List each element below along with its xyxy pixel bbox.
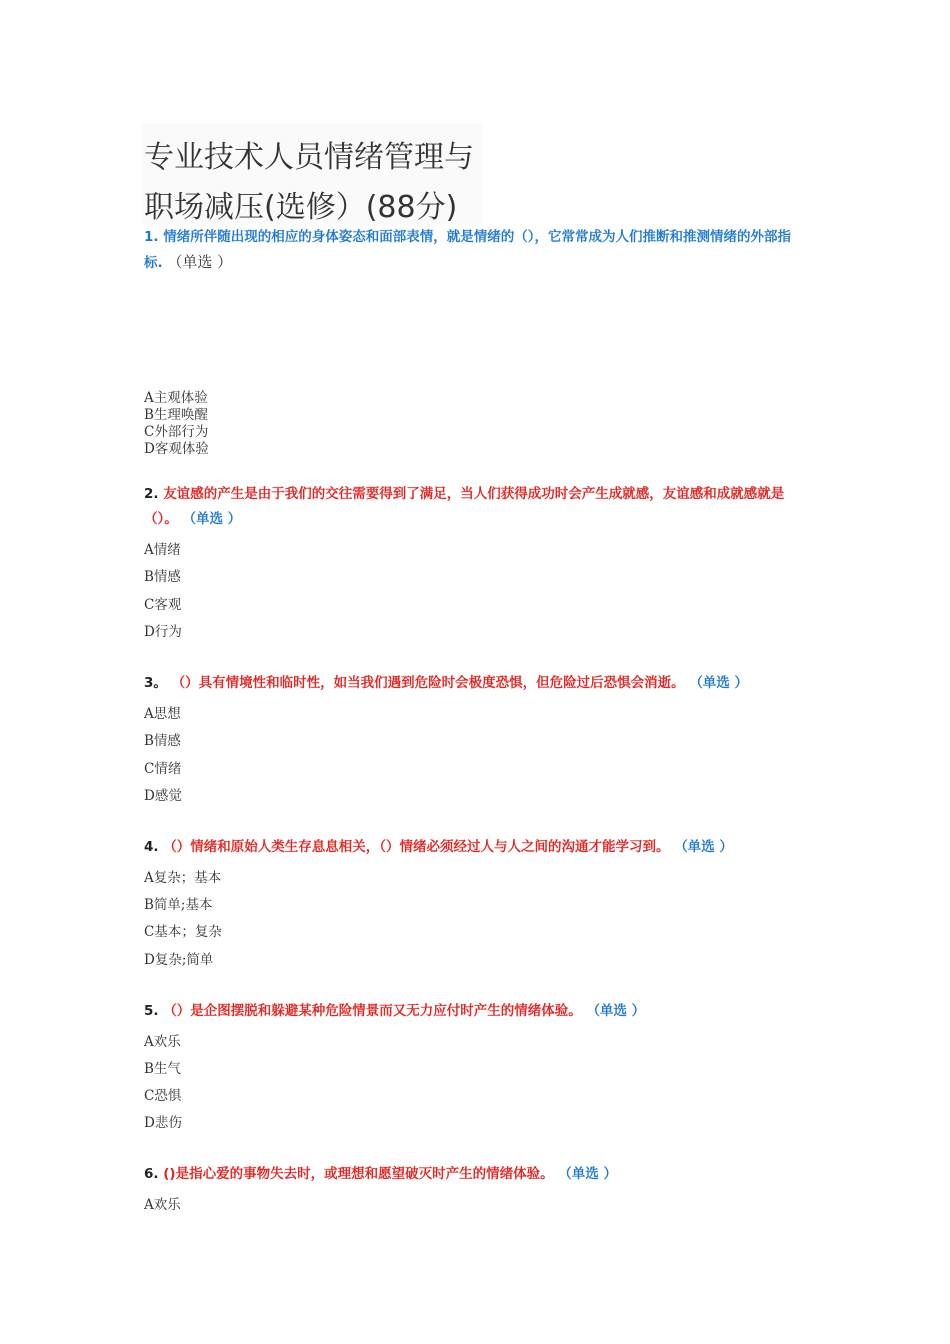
question-text: 友谊感的产生是由于我们的交往需要得到了满足，当人们获得成功时会产生成就感，友谊感和成就感就是（）。 bbox=[144, 486, 785, 527]
option-b[interactable]: B情感 bbox=[144, 569, 181, 585]
question-4 bbox=[144, 835, 809, 860]
option-a[interactable]: A欢乐 bbox=[144, 1034, 181, 1050]
question-number: 1. bbox=[144, 229, 159, 245]
option-d[interactable]: D客观体验 bbox=[144, 441, 209, 457]
question-2 bbox=[144, 482, 809, 532]
option-d[interactable]: D悲伤 bbox=[144, 1115, 182, 1131]
option-a[interactable]: A欢乐 bbox=[144, 1197, 181, 1213]
question-number: 5. bbox=[144, 1003, 159, 1019]
question-number: 6. bbox=[144, 1166, 159, 1182]
option-d[interactable]: D行为 bbox=[144, 624, 182, 640]
option-b[interactable]: B情感 bbox=[144, 733, 181, 749]
question-number: 2. bbox=[144, 486, 159, 502]
option-b[interactable]: B简单;基本 bbox=[144, 897, 213, 913]
question-text: 情绪所伴随出现的相应的身体姿态和面部表情，就是情绪的（），它常常成为人们推断和推测情绪的外部指标. bbox=[144, 229, 791, 271]
question-type-tag: （单选 ） bbox=[167, 253, 233, 271]
option-c[interactable]: C情绪 bbox=[144, 761, 182, 777]
question-1 bbox=[144, 225, 809, 276]
option-c[interactable]: C基本；复杂 bbox=[144, 924, 222, 940]
option-b[interactable]: B生理唤醒 bbox=[144, 407, 208, 423]
option-b[interactable]: B生气 bbox=[144, 1061, 181, 1077]
question-type-tag: （单选 ） bbox=[182, 511, 242, 527]
option-a[interactable]: A情绪 bbox=[144, 542, 181, 558]
option-a[interactable]: A主观体验 bbox=[144, 390, 208, 406]
question-type-tag: （单选 ） bbox=[586, 1003, 646, 1019]
question-type-tag: （单选 ） bbox=[689, 675, 749, 691]
question-type-tag: （单选 ） bbox=[558, 1166, 617, 1182]
option-a[interactable]: A复杂；基本 bbox=[144, 870, 222, 886]
question-type-tag: （单选 ） bbox=[674, 839, 733, 855]
question-text: （）具有情境性和临时性，如当我们遇到危险时会极度恐惧，但危险过后恐惧会消逝。 bbox=[171, 675, 685, 691]
document-title-line-2: 职场减压(选修）(88分) bbox=[144, 190, 458, 225]
document-title-line-1: 专业技术人员情绪管理与 bbox=[144, 140, 474, 175]
option-c[interactable]: C外部行为 bbox=[144, 424, 209, 440]
option-d[interactable]: D复杂;简单 bbox=[144, 952, 214, 968]
question-3 bbox=[144, 671, 809, 696]
question-text: （）情绪和原始人类生存息息相关，（）情绪必须经过人与人之间的沟通才能学习到。 bbox=[163, 839, 670, 855]
option-a[interactable]: A思想 bbox=[144, 706, 181, 722]
question-number: 3。 bbox=[144, 675, 167, 691]
question-number: 4. bbox=[144, 839, 159, 855]
option-c[interactable]: C客观 bbox=[144, 597, 182, 613]
option-c[interactable]: C恐惧 bbox=[144, 1088, 182, 1104]
question-6 bbox=[144, 1162, 809, 1187]
option-d[interactable]: D感觉 bbox=[144, 788, 182, 804]
question-5 bbox=[144, 999, 809, 1024]
question-text: （）是企图摆脱和躲避某种危险情景而又无力应付时产生的情绪体验。 bbox=[163, 1003, 582, 1019]
question-text: ()是指心爱的事物失去时，或理想和愿望破灭时产生的情绪体验。 bbox=[163, 1166, 554, 1182]
